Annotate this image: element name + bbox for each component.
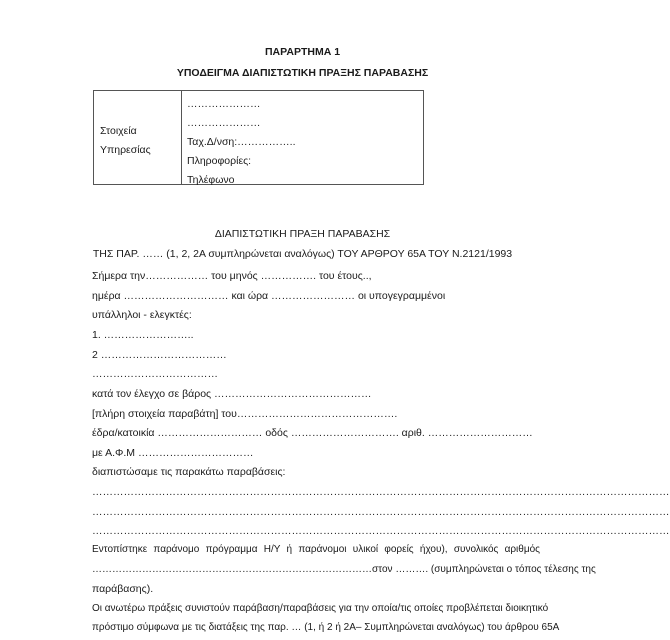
- service-label-line2: Υπηρεσίας: [100, 144, 151, 156]
- service-phone: Τηλέφωνο: [187, 174, 235, 186]
- table-divider: [181, 91, 182, 184]
- violations-blank-1: …………………………………………………………………………………………………………………………………………………: [92, 486, 670, 498]
- service-information: Πληροφορίες:: [187, 155, 252, 167]
- annex-title: ΠΑΡΑΡΤΗΜΑ 1: [264, 46, 341, 58]
- finding-paragraph-line2: …………………………………………………………………………στον ………. (συμπληρώνεται ο τόπος τέλεσης της: [92, 564, 596, 575]
- date-line: Σήμερα την……………… του μηνός ……………. του έτους..,: [92, 270, 372, 282]
- violations-blank-3: …………………………………………………………………………………………………………………………………………………: [92, 525, 670, 537]
- service-field-2: …………………: [187, 117, 261, 129]
- service-label-line1: Στοιχεία: [100, 125, 137, 137]
- inspected-party-line: κατά τον έλεγχο σε βάρος ………………………………………: [92, 388, 372, 400]
- violations-label: διαπιστώσαμε τις παρακάτω παραβάσεις:: [92, 466, 286, 478]
- act-subtitle: ΤΗΣ ΠΑΡ. …… (1, 2, 2Α συμπληρώνεται αναλόγως) ΤΟΥ ΑΡΘΡΟΥ 65Α ΤΟΥ Ν.2121/1993: [92, 248, 513, 260]
- service-details-table: [93, 90, 424, 185]
- service-details: [187, 95, 296, 190]
- inspector-2: 2 ………………………………: [92, 349, 227, 361]
- inspector-3: ………………………………: [92, 368, 218, 380]
- service-address: Ταχ.Δ/νση:……………..: [187, 136, 296, 148]
- day-time-line: ημέρα ………………………… και ώρα …………………… οι υπογεγραμμένοι: [92, 290, 446, 302]
- offender-details-line: [πλήρη στοιχεία παραβάτη] του……………………………………….: [92, 408, 398, 420]
- model-title: ΥΠΟΔΕΙΓΜΑ ΔΙΑΠΙΣΤΩΤΙΚΗ ΠΡΑΞΗΣ ΠΑΡΑΒΑΣΗΣ: [176, 67, 429, 79]
- penalty-paragraph-line1: Οι ανωτέρω πράξεις συνιστούν παράβαση/παραβάσεις για την οποία/τις οποίες προβλέπεται διοικητικό: [92, 603, 549, 614]
- act-title: ΔΙΑΠΙΣΤΩΤΙΚΗ ΠΡΑΞΗ ΠΑΡΑΒΑΣΗΣ: [214, 228, 391, 240]
- finding-paragraph-line1: Εντοπίστηκε παράνομο πρόγραμμα Η/Υ ή παράνομοι υλικοί φορείς ήχου), συνολικός αριθμός: [92, 544, 540, 555]
- service-label: [100, 122, 151, 160]
- service-field-1: …………………: [187, 98, 261, 110]
- finding-paragraph-line3: παράβασης).: [92, 583, 154, 595]
- violations-blank-2: …………………………………………………………………………………………………………………………………………………: [92, 506, 670, 518]
- penalty-paragraph-line2: πρόστιμο σύμφωνα με τις διατάξεις της παρ. … (1, ή 2 ή 2Α– Συμπληρώνεται αναλόγως) του άρθρου 65Α: [92, 622, 560, 633]
- inspector-1: 1. ……………………..: [92, 329, 194, 341]
- inspectors-label: υπάλληλοι - ελεγκτές:: [92, 309, 192, 321]
- address-line: έδρα/κατοικία ………………………… οδός …………………………. αριθ. …………………………: [92, 427, 533, 439]
- tax-id-line: με Α.Φ.Μ ……………………………: [92, 447, 254, 459]
